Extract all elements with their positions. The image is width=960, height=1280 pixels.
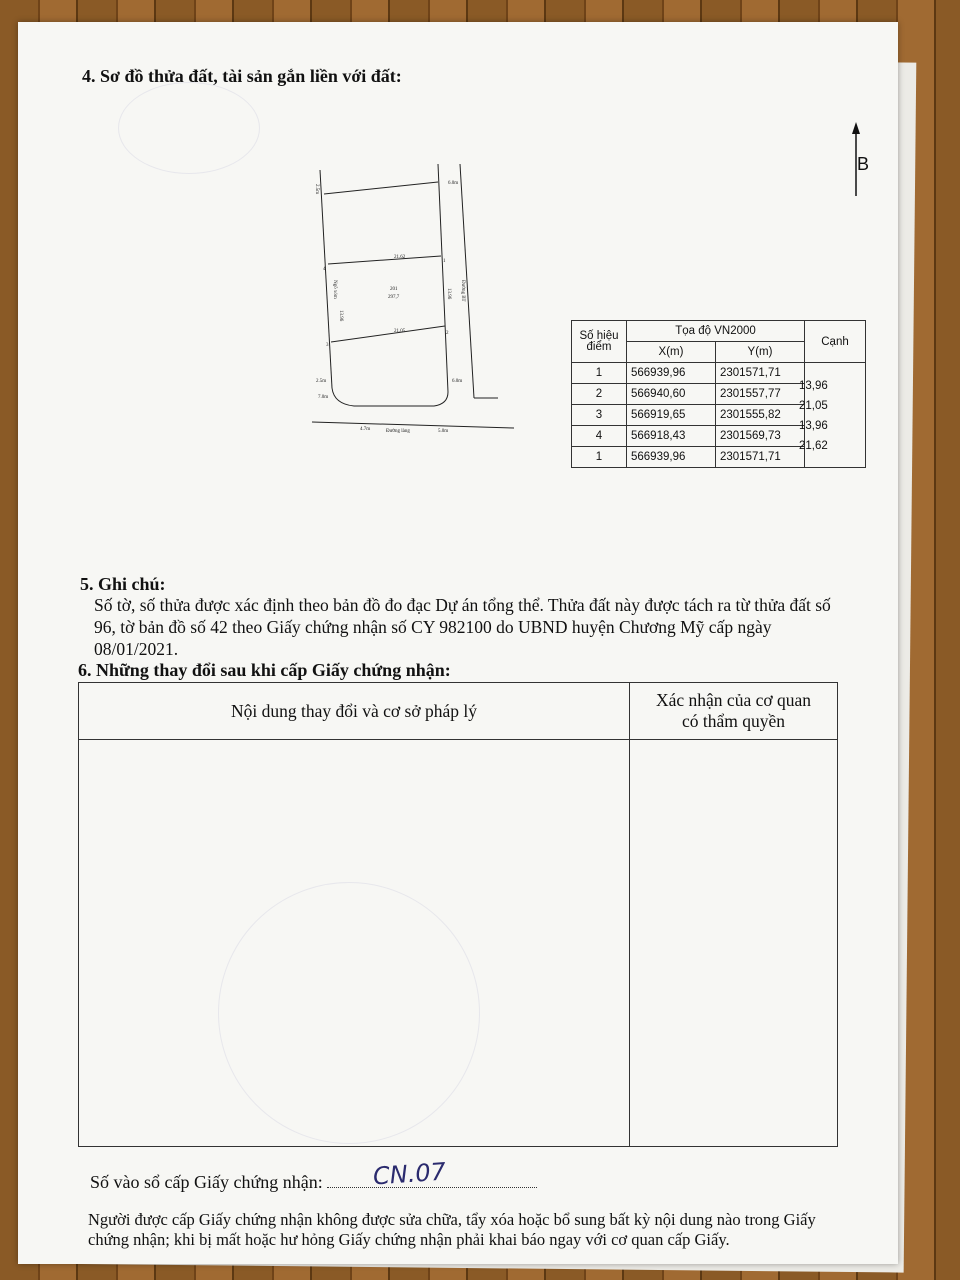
point-cell: 1 [572, 447, 627, 468]
header-point: Số hiệu điểm [572, 321, 627, 363]
header-coordinates: Tọa độ VN2000 [627, 321, 805, 342]
header-x: X(m) [627, 342, 716, 363]
x-cell: 566918,43 [627, 426, 716, 447]
y-cell: 2301555,82 [716, 405, 805, 426]
dim-label: 2.5m [314, 184, 319, 195]
parcel-sketch-map [298, 160, 538, 470]
x-cell: 566939,96 [627, 363, 716, 384]
y-cell: 2301569,73 [716, 426, 805, 447]
section5-note: Số tờ, số thửa được xác định theo bản đồ đo đạc Dự án tổng thể. Thửa đất này được tách ra từ thửa đất số 96, tờ bản đồ số 42 theo Giấy chứng nhận số CY 982100 do UBND huyện Chương Mỹ cấp ngày 08/01/2021. [94, 595, 831, 659]
section4-heading: 4. Sơ đồ thửa đất, tài sản gắn liền với đất: [82, 66, 402, 86]
point-cell: 3 [572, 405, 627, 426]
dim-label: 13.96 [338, 310, 343, 322]
col-confirmation: Xác nhận của cơ quan có thẩm quyền [630, 683, 838, 740]
dim-label: 4.7m [360, 427, 371, 432]
point-label: 2 [446, 331, 449, 336]
certificate-page [18, 22, 898, 1264]
confirmation-cell [630, 740, 838, 1147]
point-label: 1 [443, 259, 446, 264]
y-cell: 2301557,77 [716, 384, 805, 405]
point-cell: 4 [572, 426, 627, 447]
col-change-content: Nội dung thay đổi và cơ sở pháp lý [79, 683, 630, 740]
dim-label: 13.96 [446, 288, 451, 300]
dim-label: 2.5m [316, 379, 327, 384]
point-cell: 1 [572, 363, 627, 384]
dim-label: 5.0m [438, 429, 449, 434]
changes-table [78, 682, 838, 1147]
edge-value: 13,96 [799, 380, 828, 392]
header-y: Y(m) [716, 342, 805, 363]
edge-value: 21,62 [799, 440, 828, 452]
edge-lengths [799, 376, 828, 456]
register-line [90, 1172, 537, 1193]
edge-value: 13,96 [799, 420, 828, 432]
faint-bleedthrough [118, 82, 260, 174]
change-content-cell [79, 740, 630, 1147]
point-cell: 2 [572, 384, 627, 405]
road-label: Ngõ xóm [332, 280, 337, 299]
x-cell: 566919,65 [627, 405, 716, 426]
dim-label: 6.0m [452, 379, 463, 384]
section5-heading: 5. Ghi chú: [80, 574, 166, 594]
dim-label: 6.0m [448, 181, 459, 186]
register-label: Số vào sổ cấp Giấy chứng nhận: [90, 1172, 323, 1192]
y-cell: 2301571,71 [716, 363, 805, 384]
north-label: B [857, 154, 870, 174]
y-cell: 2301571,71 [716, 447, 805, 468]
header-edge: Cạnh [805, 321, 866, 363]
x-cell: 566939,96 [627, 447, 716, 468]
warning-text: Người được cấp Giấy chứng nhận không được sửa chữa, tẩy xóa hoặc bổ sung bất kỳ nội dung nào trong Giấy chứng nhận; khi bị mất hoặc hư hỏng Giấy chứng nhận phải khai báo ngay với cơ quan cấp Giấy. [88, 1210, 816, 1249]
point-label: 4 [323, 267, 326, 272]
point-label: 3 [326, 343, 329, 348]
dim-label: 21.05 [394, 329, 406, 334]
road-label: Đường BT [460, 280, 465, 302]
handwritten-register-number: CN.07 [372, 1157, 447, 1191]
parcel-number: 201 [390, 287, 398, 292]
parcel-area: 297,7 [388, 295, 400, 300]
dim-label: 21.62 [394, 255, 406, 260]
section6-heading: 6. Những thay đổi sau khi cấp Giấy chứng nhận: [78, 660, 451, 680]
road-label: Đường làng [386, 429, 410, 434]
x-cell: 566940,60 [627, 384, 716, 405]
edge-value: 21,05 [799, 400, 828, 412]
dim-label: 7.0m [318, 395, 329, 400]
north-arrow-icon [848, 122, 872, 222]
